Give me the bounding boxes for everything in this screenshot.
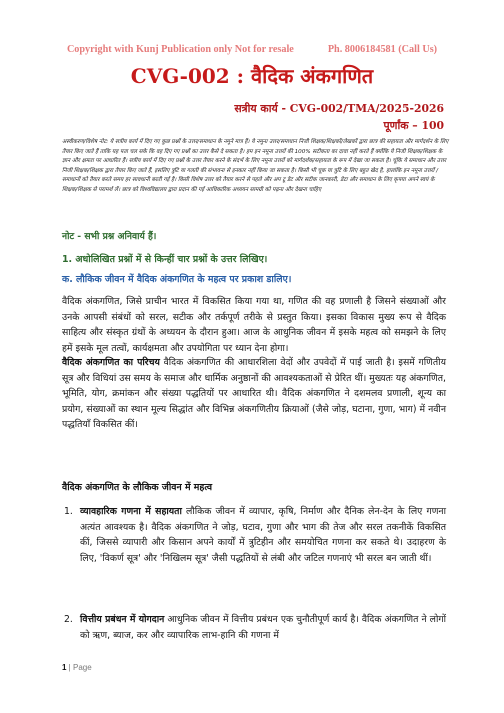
question-heading: 1. अधोलिखित प्रश्नों में से किन्हीं चार प्रश्नों के उत्तर लिखिए।: [62, 254, 268, 265]
page-number: 1: [62, 663, 67, 672]
list-item: [64, 612, 446, 643]
copyright-banner: [0, 44, 504, 55]
paragraph-lead: वैदिक अंकगणित का परिचय: [62, 357, 160, 368]
list-text: लौकिक जीवन में व्यापार, कृषि, निर्माण और दैनिक लेन-देन के लिए गणना अत्यंत आवश्यक है। वैदिक अंकगणित ने जोड़, घटाव, गुणा और भाग की तेज और सरल तकनीकें विकसित कीं, जिससे व्यापारी और किसान अपने कार्यों में त्रुटिहीन और समयोचित गणना कर सकते थे। उदाहरण के लिए, 'विकर्ण सूत्र' और 'निखिलम सूत्र' जैसी पद्धतियों से लंबी और जटिल गणनाएं भी सरल बन जाती थीं।: [80, 506, 446, 564]
section-heading: वैदिक अंकगणित के लौकिक जीवन में महत्व: [62, 482, 213, 493]
copyright-text: Copyright with Kunj Publication only Not for resale: [66, 44, 294, 55]
list-lead: वित्तीय प्रबंधन में योगदान: [80, 614, 165, 625]
assignment-code: सत्रीय कार्य - CVG-002/TMA/2025-2026: [234, 102, 444, 115]
page-footer: 1 | Page: [62, 663, 92, 672]
phone-text: Ph. 8006184581 (Call Us): [327, 44, 438, 55]
list-lead: व्यावहारिक गणना में सहायता: [80, 506, 182, 517]
list-number: 1.: [64, 506, 73, 517]
paragraph-introduction: [62, 355, 446, 433]
list-text: आधुनिक जीवन में वित्तीय प्रबंधन एक चुनौतीपूर्ण कार्य है। वैदिक अंकगणित ने लोगों को ऋण, ब्याज, कर और व्यापारिक लाभ-हानि की गणना में: [80, 614, 446, 641]
page-label: Page: [72, 663, 92, 672]
paragraph-intro: वैदिक अंकगणित, जिसे प्राचीन भारत में विकसित किया गया था, गणित की वह प्रणाली है जिसने संख्याओं और उनके आपसी संबंधों को सरल, सटीक और तर्कपूर्ण तरीके से प्रस्तुत किया। इसका विकास मुख्य रूप से वैदिक साहित्य और संस्कृत ग्रंथों के अध्ययन के दौरान हुआ। आज के आधुनिक जीवन में इसके महत्व को समझने के लिए हमें इसके मूल तत्वों, कार्यक्षमता और उपयोगिता पर ध्यान देना होगा।: [62, 296, 446, 354]
list-number: 2.: [64, 614, 73, 625]
note-text: नोट - सभी प्रश्न अनिवार्य हैं।: [62, 231, 157, 242]
paragraph-body: वैदिक अंकगणित की आधारशिला वेदों और उपवेदों में पाई जाती है। इसमें गणितीय सूत्र और विधियां उस समय के समाज और धार्मिक अनुष्ठानों की आवश्यकताओं से प्रेरित थीं। मुख्यतः यह अंकगणित, भूमिति, योग, क्रमांकन और संख्या पद्धतियों पर आधारित थी। वैदिक अंकगणित ने दशमलव प्रणाली, शून्य का प्रयोग, संख्याओं का स्थान मूल्य सिद्धांत और विभिन्न अंकगणितीय क्रियाओं (जैसे जोड़, घटाना, गुणा, भाग) में नवीन पद्धतियाँ विकसित कीं।: [62, 357, 446, 430]
sub-question-heading: क. लौकिक जीवन में वैदिक अंकगणित के महत्व पर प्रकाश डालिए।: [62, 274, 292, 285]
list-item: [64, 504, 446, 566]
disclaimer-text: अस्वीकरण/विशेष नोट: ये सत्रीय कार्य में दिए गए कुछ प्रश्नों के उत्तर/समाधान के नमूने मात्र हैं। ये नमूना उत्तर/समाधान निजी शिक्षक/शिक्षकों/लेखकों द्वारा छात्र की सहायता और मार्गदर्शन के लिए तैयार किए जाते हैं ताकि यह पता चल सके कि वह दिए गए प्रश्नों का उत्तर कैसे दे सकता है। हम इन नमूना उत्तरों की 100% सटीकता का दावा नहीं करते हैं क्योंकि ये निजी शिक्षक/शिक्षक के ज्ञान और क्षमता पर आधारित हैं। सत्रीय कार्य में दिए गए प्रश्नों के उत्तर तैयार करने के संदर्भ के लिए नमूना उत्तरों को मार्गदर्शक/सहायता के रूप में देखा जा सकता है। चूंकि ये समाधान और उत्तर निजी शिक्षक/शिक्षक द्वारा तैयार किए जाते हैं, इसलिए त्रुटि या गलती की संभावना से इनकार नहीं किया जा सकता है। किसी भी चूक या त्रुटि के लिए बहुत खेद है, हालांकि इन नमूना उत्तरों / समाधानों को तैयार करते समय हर सावधानी बरती गई है। किसी विशेष उत्तर को तैयार करने से पहले और अप टू डेट और सटीक जानकारी, डेटा और समाधान के लिए कृपया अपने स्वयं के शिक्षक/शिक्षक से परामर्श लें। छात्र को विश्वविद्यालय द्वारा प्रदान की गई आधिकारिक अध्ययन सामग्री को पढ़ना और देखना चाहिए: [62, 139, 449, 193]
total-marks: पूर्णांक – 100: [383, 119, 444, 132]
document-title: CVG-002 : वैदिक अंकगणित: [130, 64, 374, 88]
